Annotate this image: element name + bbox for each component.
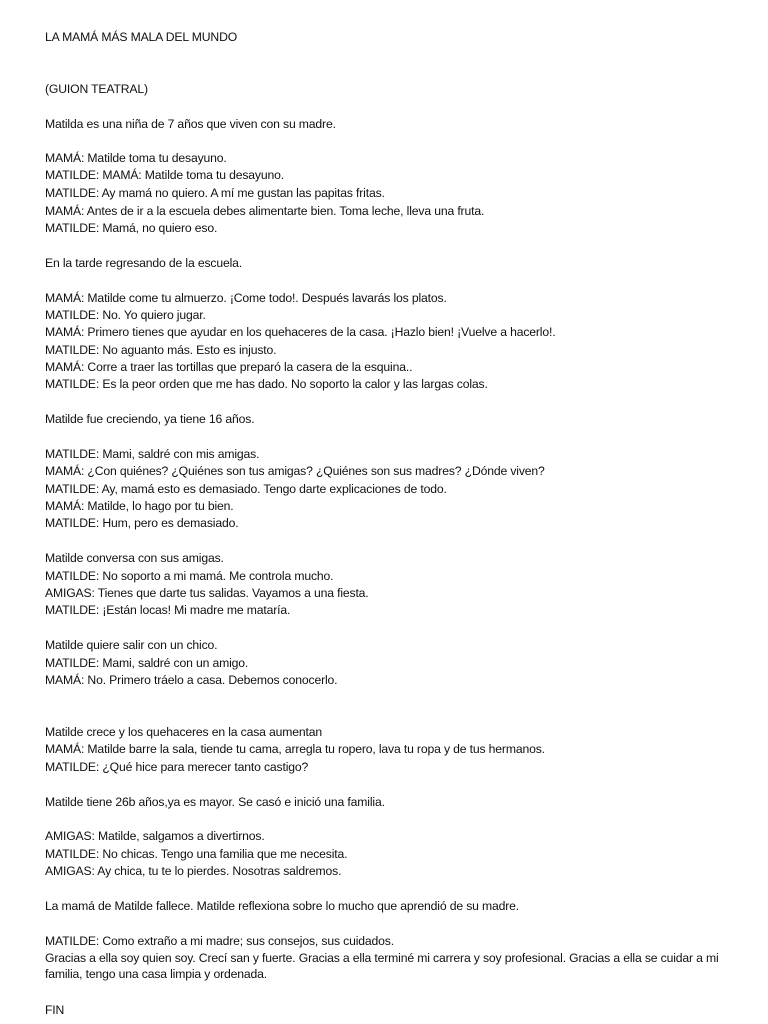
dialogue-line: MATILDE: ¿Qué hice para merecer tanto castigo? [45, 760, 309, 774]
dialogue-line: MATILDE: No chicas. Tengo una familia que me necesita. [45, 847, 348, 861]
dialogue-line: MATILDE: Es la peor orden que me has dado. No soporto la calor y las largas colas. [45, 377, 488, 391]
dialogue-line: MATILDE: No aguanto más. Esto es injusto. [45, 343, 277, 357]
dialogue-line: AMIGAS: Ay chica, tu te lo pierdes. Nosotras saldremos. [45, 864, 342, 878]
dialogue-line: MAMÁ: Matilde, lo hago por tu bien. [45, 499, 234, 513]
dialogue-line: MAMÁ: Corre a traer las tortillas que preparó la casera de la esquina.. [45, 360, 413, 374]
paragraph-line: Matilde fue creciendo, ya tiene 16 años. [45, 412, 255, 426]
dialogue-line: MATILDE: Ay, mamá esto es demasiado. Tengo darte explicaciones de todo. [45, 482, 447, 496]
document-subtitle: (GUION TEATRAL) [45, 82, 148, 96]
dialogue-line: Gracias a ella soy quien soy. Crecí san y fuerte. Gracias a ella terminé mi carrera y soy profesional. Gracias a ella se cuidar a mi familia, tengo una casa limpia y ordenada. [45, 951, 719, 981]
dialogue-line: MATILDE: Mami, saldré con un amigo. [45, 656, 249, 670]
dialogue-line: AMIGAS: Matilde, salgamos a divertirnos. [45, 829, 265, 843]
dialogue-line: MATILDE: Mami, saldré con mis amigas. [45, 447, 260, 461]
dialogue-line: MATILDE: No. Yo quiero jugar. [45, 308, 206, 322]
paragraph-line: La mamá de Matilde fallece. Matilde reflexiona sobre lo mucho que aprendió de su madre. [45, 899, 520, 913]
dialogue-line: MAMÁ: No. Primero tráelo a casa. Debemos conocerlo. [45, 673, 338, 687]
dialogue-line: MAMÁ: Antes de ir a la escuela debes alimentarte bien. Toma leche, lleva una fruta. [45, 204, 485, 218]
dialogue-line: MAMÁ: ¿Con quiénes? ¿Quiénes son tus amigas? ¿Quiénes son sus madres? ¿Dónde viven? [45, 464, 545, 478]
dialogue-line: MAMÁ: Matilde toma tu desayuno. [45, 151, 227, 165]
dialogue-line: AMIGAS: Tienes que darte tus salidas. Vayamos a una fiesta. [45, 586, 369, 600]
dialogue-line: MATILDE: MAMÁ: Matilde toma tu desayuno. [45, 168, 284, 182]
dialogue-line: MATILDE: Ay mamá no quiero. A mí me gustan las papitas fritas. [45, 186, 385, 200]
document-title: LA MAMÁ MÁS MALA DEL MUNDO [45, 30, 238, 44]
dialogue-line: MAMÁ: Matilde barre la sala, tiende tu cama, arregla tu ropero, lava tu ropa y de tus hermanos. [45, 742, 545, 756]
dialogue-line: MATILDE: Como extraño a mi madre; sus consejos, sus cuidados. [45, 934, 394, 948]
dialogue-line: MATILDE: Hum, pero es demasiado. [45, 516, 239, 530]
dialogue-line: MATILDE: Mamá, no quiero eso. [45, 221, 218, 235]
paragraph-line: Matilde tiene 26b años,ya es mayor. Se casó e inició una familia. [45, 795, 385, 809]
dialogue-line: MAMÁ: Primero tienes que ayudar en los quehaceres de la casa. ¡Hazlo bien! ¡Vuelve a hacerlo!. [45, 325, 556, 339]
paragraph-line: En la tarde regresando de la escuela. [45, 256, 243, 270]
paragraph-line: Matilde quiere salir con un chico. [45, 638, 218, 652]
paragraph-line: Matilde crece y los quehaceres en la casa aumentan [45, 725, 323, 739]
paragraph-line: Matilda es una niña de 7 años que viven con su madre. [45, 117, 336, 131]
ending-text: FIN [45, 1003, 65, 1017]
dialogue-line: MAMÁ: Matilde come tu almuerzo. ¡Come todo!. Después lavarás los platos. [45, 291, 447, 305]
paragraph-line: Matilde conversa con sus amigas. [45, 551, 224, 565]
dialogue-line: MATILDE: No soporto a mi mamá. Me controla mucho. [45, 569, 334, 583]
dialogue-line: MATILDE: ¡Están locas! Mi madre me mataría. [45, 603, 291, 617]
